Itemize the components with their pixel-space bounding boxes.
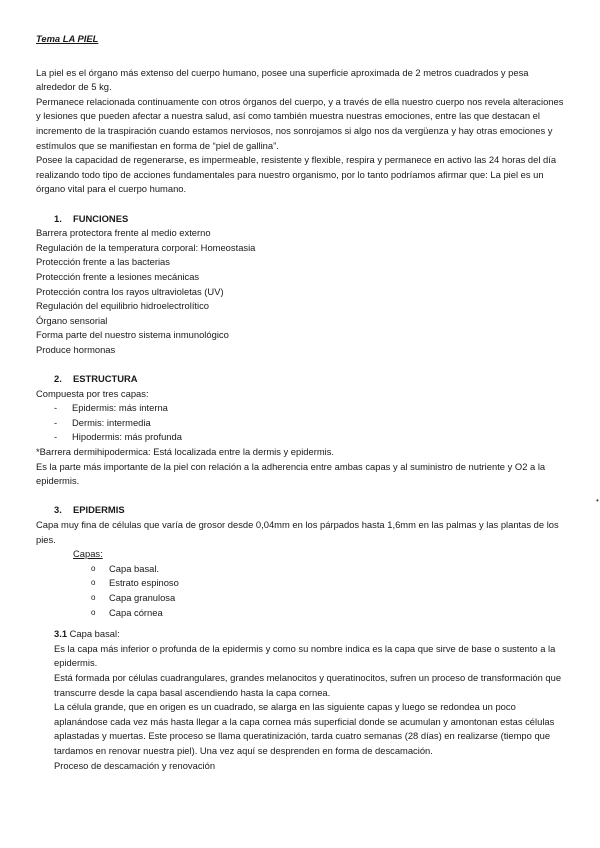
capas-label: Capas: (73, 548, 103, 560)
list-item: Regulación de la temperatura corporal: Homeostasia (36, 241, 256, 253)
list-item: Produce hormonas (36, 343, 116, 355)
circle-bullet-icon: o (91, 563, 96, 573)
layers-list (36, 401, 566, 445)
estructura-section (36, 372, 566, 489)
section-number: 3. (54, 504, 62, 516)
epidermis-section (36, 503, 566, 773)
section-number: 2. (54, 373, 62, 385)
list-item: - Hipodermis: más profunda (36, 430, 566, 445)
basal-paragraph: Proceso de descamación y renovación (54, 759, 216, 771)
estructura-heading (36, 372, 566, 387)
list-item: Protección contra los rayos ultravioletas (UV) (36, 285, 224, 297)
estructura-text: Es la parte más importante de la piel con relación a la adherencia entre ambas capas y al suministro de nutriente y O2 a la epidermis. (36, 460, 546, 487)
subsection-number: 3.1 (54, 628, 68, 640)
list-item: Protección frente a las bacterias (36, 256, 170, 268)
list-item: - Dermis: intermedia (36, 416, 566, 431)
document-page (36, 32, 566, 773)
circle-bullet-icon: o (91, 607, 96, 617)
list-item: - Epidermis: más interna (36, 401, 566, 416)
list-item (36, 591, 566, 606)
list-item-text: Capa basal. (109, 562, 160, 574)
intro-paragraph: Permanece relacionada continuamente con otros órganos del cuerpo, y a través de ella nuestro cuerpo nos revela alteraciones y lesiones que pueden afectar a nuestra salud, así como también muestra nuestras emociones, entre las que destacan el incremento de la traspiración cuando estamos nerviosos, nos sonrojamos si algo nos da vergüenza y hay otras emociones y estímulos que se manifiestan en forma de “piel de gallina”. (36, 95, 564, 151)
intro-paragraph: Posee la capacidad de regenerarse, es impermeable, resistente y flexible, respira y permanece en activo las 24 horas del día realizando todo tipo de acciones fundamentales para nuestro organismo, por lo tanto podríamos afirmar que: La piel es un órgano vital para el cuerpo humano. (36, 154, 557, 195)
margin-mark: • (596, 496, 599, 505)
epidermis-heading (36, 503, 566, 518)
basal-paragraph: Es la capa más inferior o profunda de la epidermis y como su nombre indica es la capa que sirve de base o sustento a la epidermis. (54, 642, 556, 669)
section-heading-text: FUNCIONES (73, 212, 129, 224)
document-title: Tema LA PIEL (36, 33, 99, 44)
subsection-heading-text: Capa basal: (69, 628, 120, 640)
list-item: Regulación del equilibrio hidroelectrolítico (36, 300, 210, 312)
funciones-heading (36, 212, 566, 227)
list-item: Forma parte del nuestro sistema inmunológico (36, 329, 229, 341)
list-item-text: Estrato espinoso (109, 577, 179, 589)
list-item-text: Capa córnea (109, 606, 163, 618)
estructura-note: *Barrera dermihipodermica: Está localizada entre la dermis y epidermis. (36, 446, 335, 458)
capas-list (36, 562, 566, 620)
section-number: 1. (54, 212, 62, 224)
list-item (36, 562, 566, 577)
circle-bullet-icon: o (91, 578, 96, 588)
intro-section (36, 66, 566, 197)
list-item-text: Capa granulosa (109, 591, 176, 603)
basal-paragraph: Está formada por células cuadrangulares, grandes melanocitos y queratinocitos, sufren un proceso de transformación que transcurre desde la capa basal ascendiendo hasta la capa cornea. (54, 671, 562, 698)
funciones-section (36, 212, 566, 358)
epidermis-text: Capa muy fina de células que varía de grosor desde 0,04mm en los párpados hasta 1,6mm en las palmas y las plantas de los pies. (36, 519, 559, 545)
estructura-lead: Compuesta por tres capas: (36, 387, 149, 399)
intro-paragraph: La piel es el órgano más extenso del cuerpo humano, posee una superficie aproximada de 2 metros cuadrados y pesa alrededor de 5 kg. (36, 66, 529, 93)
list-item: Barrera protectora frente al medio externo (36, 227, 211, 239)
list-item (36, 576, 566, 591)
list-item: Protección frente a lesiones mecánicas (36, 270, 200, 282)
list-item: Órgano sensorial (36, 314, 108, 326)
funciones-list (36, 226, 566, 357)
section-heading-text: ESTRUCTURA (73, 373, 138, 385)
basal-paragraph: La célula grande, que en origen es un cuadrado, se alarga en las siguiente capas y luego se redondea un poco aplanándose cada vez más hasta llegar a la capa cornea más superficial donde se acumulan y amontonan estas células aplastadas y muertas. Este proceso se llama queratinización, tarda cuatro semanas (28 días) en realizarse (tiempo que tardamos en renovar nuestra piel). Una vez aquí se desprenden en forma de descamación. (54, 701, 555, 756)
section-heading-text: EPIDERMIS (73, 504, 125, 516)
circle-bullet-icon: o (91, 592, 96, 602)
list-item (36, 606, 566, 621)
basal-heading (36, 627, 566, 642)
